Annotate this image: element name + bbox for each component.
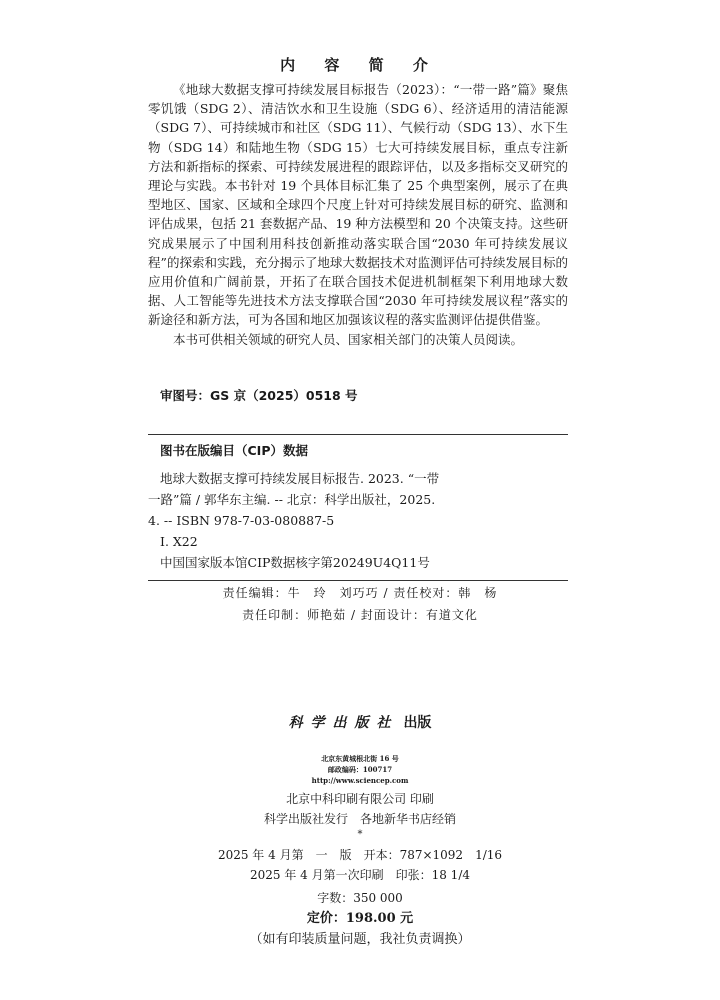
edition-line: 2025 年 4 月第 一 版 开本：787×1092 1/16: [217, 848, 503, 862]
printing-line: 2025 年 4 月第一次印刷 印张：18 1/4: [249, 868, 470, 882]
intro-paragraph: 本书可供相关领域的研究人员、国家相关部门的决策人员阅读。: [173, 331, 524, 347]
staff-line: 责任编辑：牛 玲 刘巧巧 / 责任校对：韩 杨: [222, 586, 498, 600]
word-count: 字数：350 000: [317, 891, 403, 905]
price: 定价：198.00 元: [306, 911, 414, 926]
printer-line: 北京中科印刷有限公司 印刷: [286, 792, 434, 806]
cip-heading: 图书在版编目（CIP）数据: [160, 443, 308, 458]
quality-note: （如有印装质量问题，我社负责调换）: [249, 932, 471, 947]
address-line: 北京东黄城根北街 16 号: [321, 754, 399, 763]
cip-line: 一路”篇 / 郭华东主编. -- 北京：科学出版社，2025.: [148, 492, 436, 507]
cip-line: Ⅰ. X22: [160, 534, 198, 549]
publisher-suffix: 出版: [403, 715, 432, 731]
divider-bottom: [148, 580, 568, 581]
distribution-line: 科学出版社发行 各地新华书店经销: [263, 812, 456, 826]
website-line: http://www.sciencep.com: [311, 776, 409, 785]
cip-block: [148, 468, 468, 573]
publisher-logo-text: 科学出版社: [288, 715, 399, 731]
publisher-line: [0, 712, 720, 732]
intro-text: [148, 80, 568, 349]
map-review-number: 审图号：GS 京（2025）0518 号: [160, 388, 358, 403]
cip-line: 4. -- ISBN 978-7-03-080887-5: [148, 513, 335, 528]
page-title: 内 容 简 介: [280, 56, 440, 74]
postcode-line: 邮政编码：100717: [327, 765, 393, 774]
separator-star: *: [357, 829, 363, 840]
divider-top: [148, 434, 568, 435]
cip-line: 中国国家版本馆CIP数据核字第20249U4Q11号: [160, 555, 430, 570]
staff-line: 责任印制：师艳茹 / 封面设计：有道文化: [242, 608, 478, 622]
intro-paragraph: 《地球大数据支撑可持续发展目标报告（2023）：“一带一路”篇》聚焦零饥饿（SDG 2）、清洁饮水和卫生设施（SDG 6）、经济适用的清洁能源（SDG 7）、可持续城市和社区（SDG 11）、气候行动（SDG 13）、水下生物（SDG 14）和陆地生物（SDG 15）七大可持续发展目标，重点专注新方法和新指标的探索、可持续发展进程的跟踪评估，以及多指标交叉研究的理论与实践。本书针对 19 个具体目标汇集了 25 个典型案例，展示了在典型地区、国家、区域和全球四个尺度上针对可持续发展目标的研究、监测和评估成果，包括 21 套数据产品、19 种方法模型和 20 个决策支持。这些研究成果展示了中国利用科技创新推动落实联合国“2030 年可持续发展议程”的探索和实践，充分揭示了地球大数据技术对监测评估可持续发展目标的应用价值和广阔前景，开拓了在联合国技术促进机制框架下利用地球大数据、人工智能等先进技术方法支撑联合国“2030 年可持续发展议程”落实的新途径和新方法，可为各国和地区加强该议程的落实监测评估提供借鉴。: [148, 82, 568, 328]
cip-line: 地球大数据支撑可持续发展目标报告. 2023. “一带: [160, 471, 440, 486]
